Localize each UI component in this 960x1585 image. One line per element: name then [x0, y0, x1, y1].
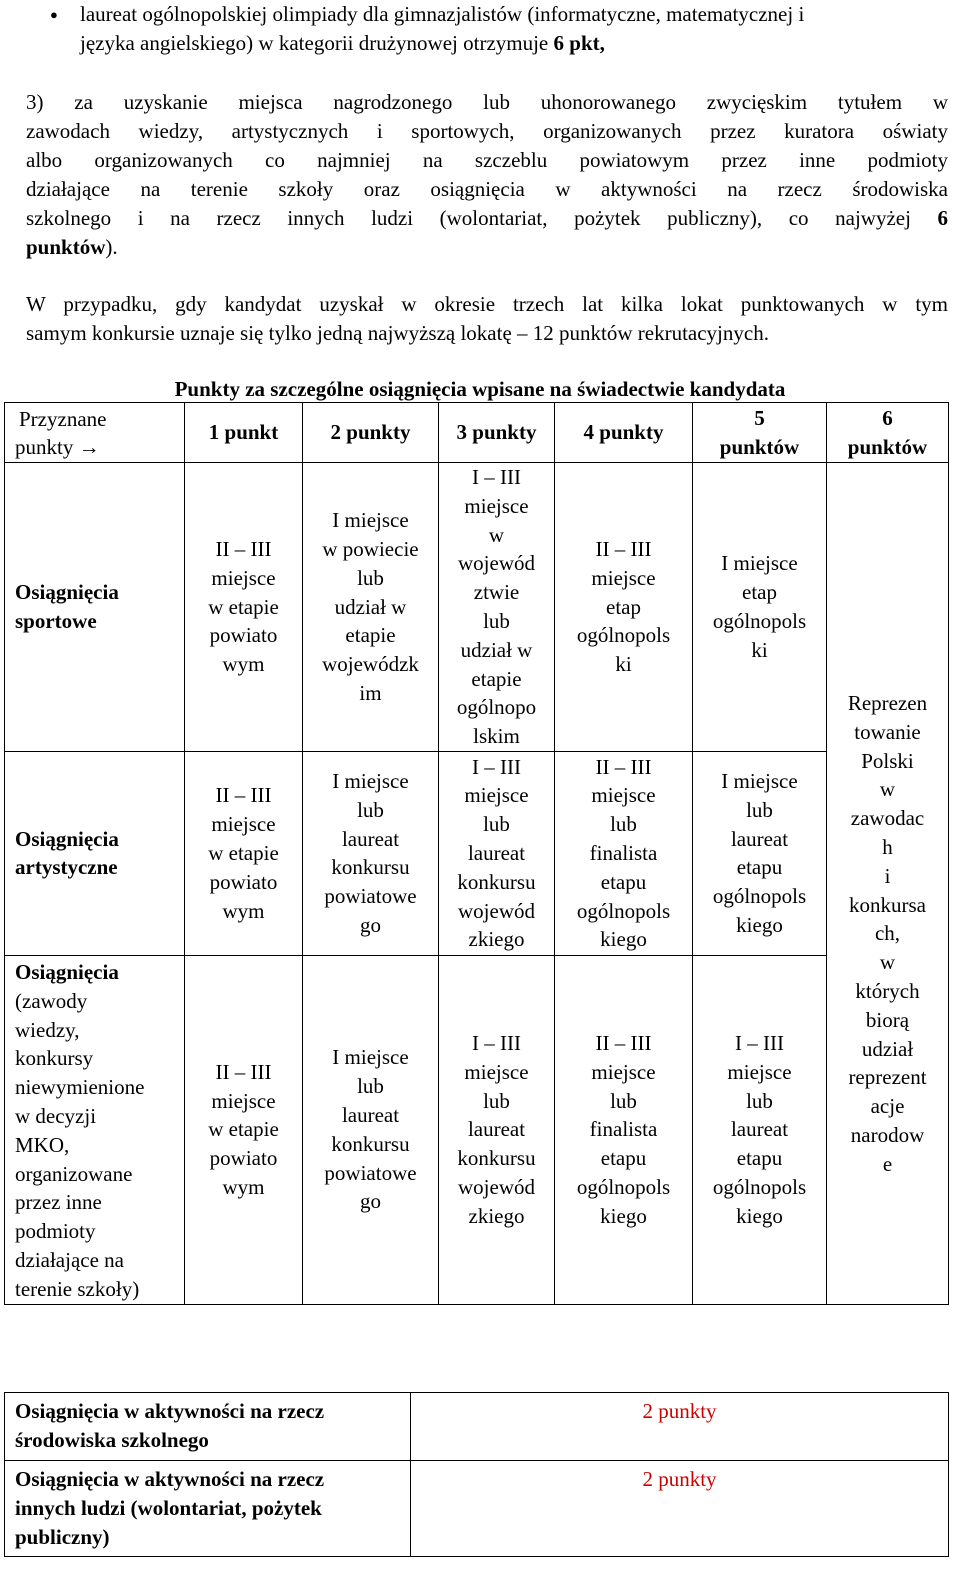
bullet-text	[80, 0, 956, 58]
table-header-row	[5, 403, 949, 463]
cell-line: zkiego	[468, 927, 525, 952]
cell-sport-5	[693, 463, 827, 752]
cell-line: zawodac	[850, 806, 925, 831]
cell-line: lub	[483, 1088, 510, 1113]
cell-line: konkursa	[849, 892, 926, 917]
cell-other-5	[693, 955, 827, 1304]
cell-line: MKO,	[15, 1132, 70, 1157]
cell-line: laureat	[730, 826, 789, 851]
cell-line: miejsce	[211, 565, 276, 590]
cell-line: wojewód	[458, 551, 535, 576]
activity-points-table	[4, 1392, 949, 1557]
cell-line: miejsce	[591, 565, 656, 590]
cell-other-3	[439, 955, 555, 1304]
rule-3-line-6	[26, 233, 948, 262]
table-row-art	[5, 751, 949, 955]
activity-volunteer-label-line-1: Osiągnięcia w aktywności na rzecz	[15, 1467, 325, 1491]
bullet-paragraph	[26, 0, 956, 58]
cell-line: ki	[615, 652, 632, 677]
bullet-line-2: języka angielskiego) w kategorii drużynowej otrzymuje	[80, 31, 554, 55]
cell-line: lub	[746, 797, 773, 822]
cell-line: laureat	[341, 826, 400, 851]
cell-line: wojewódzk	[322, 652, 419, 677]
cell-line: Reprezen	[847, 691, 928, 715]
rule-3-line-4: działające na terenie szkoły oraz osiągnięcia w aktywności na rzecz środowiska	[26, 177, 948, 201]
header-5-points	[693, 403, 827, 463]
cell-line: udział w	[460, 637, 533, 662]
note-line-2: samym konkursie uznaje się tylko jedną najwyższą lokatę – 12 punktów rekrutacyjnych.	[26, 321, 769, 345]
cell-line: laureat	[341, 1102, 400, 1127]
cell-line: w decyzji	[15, 1103, 97, 1128]
cell-line: etapu	[736, 1146, 783, 1171]
cell-line: II – III	[595, 1030, 652, 1055]
cell-line: Polski	[861, 748, 914, 773]
bullet-line-1: laureat ogólnopolskiej olimpiady dla gimnazjalistów (informatyczne, matematycznej i	[80, 2, 805, 26]
row-label-art	[5, 751, 185, 955]
cell-line: kiego	[600, 927, 647, 952]
cell-line: finalista	[589, 841, 658, 866]
cell-line: miejsce	[211, 1088, 276, 1113]
cell-line: działające na	[15, 1247, 124, 1272]
bullet-icon: ●	[50, 7, 58, 22]
achievements-points-table	[4, 402, 949, 1305]
cell-line: I miejsce	[332, 1045, 409, 1070]
cell-line: ogólnopols	[712, 884, 807, 909]
cell-line: etapu	[736, 855, 783, 880]
cell-line: konkursu	[331, 855, 410, 880]
cell-line: lub	[746, 1088, 773, 1113]
cell-line: konkursu	[457, 1146, 536, 1171]
row-label-other	[5, 955, 185, 1304]
cell-other-4	[555, 955, 693, 1304]
cell-line: etapie	[345, 623, 396, 648]
cell-line: ogólnopols	[576, 898, 671, 923]
cell-line: ogólnopols	[712, 608, 807, 633]
cell-other-1	[185, 955, 303, 1304]
activity-school-points: 2 punkty	[411, 1393, 949, 1461]
rule-3-paragraph	[26, 88, 948, 262]
cell-line: I – III	[472, 1030, 521, 1055]
cell-line: lskim	[473, 724, 520, 749]
cell-line: miejsce	[464, 493, 529, 518]
cell-line: I miejsce	[721, 551, 798, 576]
cell-line: w etapie	[208, 1117, 279, 1142]
cell-line: w	[488, 522, 505, 547]
header-corner-line-2: punkty →	[15, 434, 100, 459]
header-4-points: 4 punkty	[555, 403, 693, 463]
cell-line: ogólnopols	[712, 1174, 807, 1199]
cell-line: udział	[861, 1036, 914, 1061]
cell-line: konkursu	[331, 1131, 410, 1156]
cell-line: wojewód	[458, 1174, 535, 1199]
rule-3-line-1: 3) za uzyskanie miejsca nagrodzonego lub uhonorowanego zwycięskim tytułem w	[26, 90, 948, 114]
cell-line: kiego	[736, 913, 783, 938]
cell-line: etapie	[471, 666, 522, 691]
cell-line: im	[359, 680, 382, 705]
cell-line: miejsce	[464, 783, 529, 808]
cell-line: wojewód	[458, 898, 535, 923]
cell-line: I – III	[472, 465, 521, 489]
cell-line: biorą	[865, 1007, 910, 1032]
activity-school-label-line-2: środowiska szkolnego	[15, 1427, 209, 1452]
cell-line: miejsce	[727, 1059, 792, 1084]
cell-line: powiato	[209, 1146, 278, 1171]
cell-line: wym	[222, 1174, 265, 1199]
cell-line: finalista	[589, 1117, 658, 1142]
cell-line: niewymienione	[15, 1075, 145, 1100]
rule-3-max-points: 6	[937, 206, 948, 230]
cell-6-points-national	[827, 463, 949, 1305]
table-caption: Punkty za szczególne osiągnięcia wpisane na świadectwie kandydata	[174, 377, 786, 401]
cell-line: etap	[606, 594, 641, 619]
cell-line: miejsce	[591, 1059, 656, 1084]
cell-line: go	[360, 1189, 381, 1214]
cell-line: towanie	[854, 719, 921, 744]
cell-line: udział w	[334, 594, 407, 619]
row-label-sport	[5, 463, 185, 752]
header-5-number: 5	[754, 405, 765, 430]
cell-line: miejsce	[591, 783, 656, 808]
cell-line: lub	[483, 812, 510, 837]
cell-line: powiato	[209, 869, 278, 894]
cell-line: II – III	[215, 783, 272, 808]
cell-line: h	[882, 834, 893, 859]
cell-sport-3	[439, 463, 555, 752]
cell-line: go	[360, 913, 381, 938]
cell-line: terenie szkoły)	[15, 1276, 140, 1301]
cell-line: powiato	[209, 623, 278, 648]
activity-school-label-line-1: Osiągnięcia w aktywności na rzecz	[15, 1399, 325, 1423]
cell-line: II – III	[595, 536, 652, 561]
cell-line: etapu	[600, 1146, 647, 1171]
cell-line: laureat	[467, 841, 526, 866]
cell-line: i	[884, 863, 891, 888]
cell-line: lub	[610, 812, 637, 837]
cell-line: konkursu	[457, 869, 536, 894]
cell-line: w	[879, 950, 896, 975]
bullet-points: 6 pkt,	[553, 31, 605, 55]
activity-volunteer-label-line-2: innych ludzi (wolontariat, pożytek	[15, 1495, 322, 1520]
cell-art-1	[185, 751, 303, 955]
cell-line: podmioty	[15, 1219, 96, 1244]
cell-line: acje	[870, 1094, 905, 1119]
activity-volunteer-label	[5, 1461, 411, 1557]
header-1-point: 1 punkt	[185, 403, 303, 463]
row-label-other-title: Osiągnięcia	[15, 959, 119, 984]
cell-line: lub	[357, 797, 384, 822]
cell-line: organizowane	[15, 1161, 133, 1186]
rule-3-line-2: zawodach wiedzy, artystycznych i sportowych, organizowanych przez kuratora oświaty	[26, 119, 948, 143]
cell-line: w powiecie	[322, 536, 419, 561]
cell-line: powiatowe	[324, 1160, 417, 1185]
cell-line: ogólnopols	[576, 623, 671, 648]
cell-line: miejsce	[211, 812, 276, 837]
cell-sport-1	[185, 463, 303, 752]
cell-art-4	[555, 751, 693, 955]
cell-line: etapu	[600, 869, 647, 894]
cell-line: przez inne	[15, 1190, 102, 1215]
cell-sport-2	[303, 463, 439, 752]
cell-line: II – III	[215, 1059, 272, 1084]
activity-row-volunteer	[5, 1461, 949, 1557]
row-label-sport-line-2: sportowe	[15, 608, 97, 633]
cell-line: II – III	[595, 754, 652, 779]
cell-art-3	[439, 751, 555, 955]
activity-row-school	[5, 1393, 949, 1461]
cell-sport-4	[555, 463, 693, 752]
cell-line: kiego	[736, 1203, 783, 1228]
row-label-sport-line-1: Osiągnięcia	[15, 580, 119, 605]
multiple-placements-note	[26, 290, 948, 348]
cell-line: w etapie	[208, 841, 279, 866]
cell-line: zkiego	[468, 1203, 525, 1228]
cell-line: laureat	[730, 1117, 789, 1142]
cell-line: I – III	[472, 754, 521, 779]
cell-line: I – III	[735, 1030, 784, 1055]
cell-line: I miejsce	[721, 769, 798, 794]
activity-volunteer-points: 2 punkty	[411, 1461, 949, 1557]
cell-line: reprezent	[848, 1065, 927, 1090]
cell-line: laureat	[467, 1117, 526, 1142]
cell-line: wym	[222, 652, 265, 677]
note-line-1: W przypadku, gdy kandydat uzyskał w okresie trzech lat kilka lokat punktowanych w tym	[26, 292, 948, 316]
cell-line: wym	[222, 898, 265, 923]
cell-line: II – III	[215, 536, 272, 561]
header-2-points: 2 punkty	[303, 403, 439, 463]
header-corner-line-1: Przyznane	[19, 406, 107, 431]
rule-3-line-6-end: ).	[105, 235, 118, 259]
cell-line: wiedzy,	[15, 1017, 80, 1042]
cell-line: ogólnopols	[576, 1174, 671, 1199]
row-label-other-details	[15, 987, 184, 1304]
cell-line: powiatowe	[324, 884, 417, 909]
rule-3-line-5	[26, 204, 948, 233]
row-label-art-line-2: artystyczne	[15, 855, 118, 880]
cell-line: miejsce	[464, 1059, 529, 1084]
rule-3-line-3: albo organizowanych co najmniej na szczeblu powiatowym przez inne podmioty	[26, 148, 948, 172]
cell-line: kiego	[600, 1203, 647, 1228]
cell-line: ki	[751, 637, 768, 662]
header-corner	[5, 403, 185, 463]
rule-3-points-word: punktów	[26, 235, 106, 259]
header-6-word: punktów	[847, 434, 928, 459]
activity-volunteer-label-line-3: publiczny)	[15, 1524, 110, 1549]
cell-other-2	[303, 955, 439, 1304]
table-row-other	[5, 955, 949, 1304]
cell-line: ch,	[874, 921, 901, 946]
cell-line: których	[855, 978, 920, 1003]
cell-line: lub	[357, 565, 384, 590]
cell-line: w	[879, 777, 896, 802]
cell-line: narodow	[850, 1122, 925, 1147]
cell-line: lub	[483, 608, 510, 633]
table-row-sport	[5, 463, 949, 752]
cell-line: ogólnopo	[456, 695, 537, 720]
cell-art-5	[693, 751, 827, 955]
cell-line: ztwie	[473, 580, 520, 605]
cell-line: I miejsce	[332, 508, 409, 533]
header-3-points: 3 punkty	[439, 403, 555, 463]
activity-school-label	[5, 1393, 411, 1461]
header-6-number: 6	[882, 405, 893, 430]
cell-line: etap	[742, 580, 777, 605]
cell-line: lub	[357, 1074, 384, 1099]
cell-line: lub	[610, 1088, 637, 1113]
rule-3-line-5-text: szkolnego i na rzecz innych ludzi (wolontariat, pożytek publiczny), co najwyżej	[26, 206, 938, 230]
cell-line: I miejsce	[332, 769, 409, 794]
cell-art-2	[303, 751, 439, 955]
header-6-points	[827, 403, 949, 463]
cell-line: konkursy	[15, 1046, 94, 1071]
cell-line: e	[882, 1151, 893, 1176]
header-5-word: punktów	[719, 434, 800, 459]
row-label-art-line-1: Osiągnięcia	[15, 826, 119, 851]
cell-line: w etapie	[208, 594, 279, 619]
cell-line: (zawody	[15, 988, 88, 1013]
